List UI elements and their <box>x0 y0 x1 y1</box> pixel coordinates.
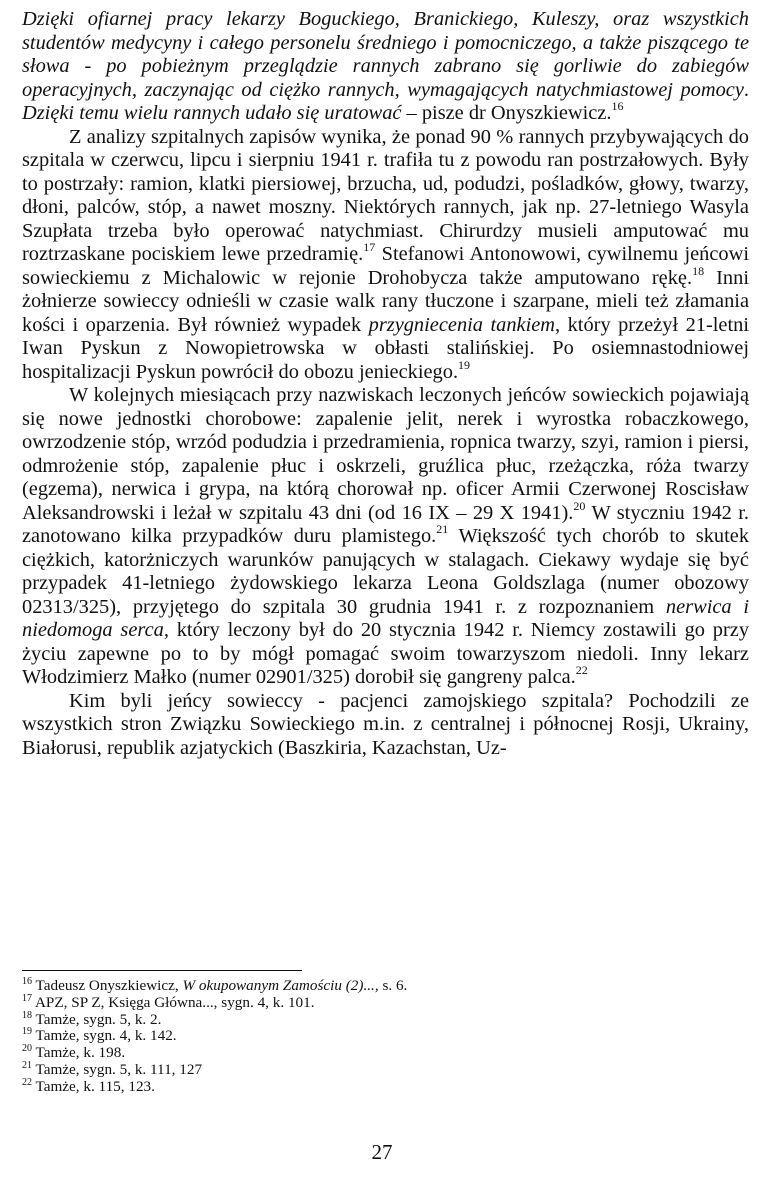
footnote-number: 19 <box>22 1026 32 1038</box>
text-run: – pisze dr Onyszkiewicz. <box>401 102 612 124</box>
footnote <box>22 1076 749 1096</box>
text-run: Z analizy szpitalnych zapisów wynika, że ponad 90 % rannych przybywających do szpitala w czerwcu, lipcu i sierpniu 1941 r. trafiła tu z powodu ran postrzałowych. Były to postrzały: ramion, klatki piersiowej, brzucha, ud, podudzi, pośladków, głowy, twarzy, dłoni, palców, stóp, a nawet moszny. Niektórych rannych, jak np. 27-letniego Wasyla Szupłata trzeba było operować natychmiast. Chirurdzy musieli amputować mu roztrzaskane pociskiem lewe przedramię. <box>22 125 749 265</box>
footnote-ref: 18 <box>692 263 705 278</box>
text-run: W styczniu 1942 r. zanotowano kilka przypadków duru plamistego. <box>22 501 749 547</box>
body-paragraph <box>22 690 749 761</box>
footnote <box>22 992 749 1012</box>
footnote <box>22 978 749 995</box>
footnote <box>22 1009 749 1029</box>
text-run: Tamże, sygn. 5, k. 2. <box>32 1010 162 1028</box>
footnote-ref: 22 <box>575 663 588 677</box>
text-run: Większość tych chorób to skutek ciężkich, katorżniczych warunków panujących w stalagach. Ciekawy wydaje się być przypadek 41-letniego żydowskiego lekarza Leona Goldszlaga (numer obozowy 02313/325), przyjętego do szpitala 30 grudnia 1941 r. z rozpoznaniem <box>22 525 750 618</box>
italic-text: nerwica i niedomoga serca, <box>22 595 749 641</box>
text-run: który leczony był do 20 stycznia 1942 r. Niemcy zostawili go przy życiu zapewne po to by mógł pomagać swoim towarzyszom niedoli. Inny lekarz Włodzimierz Małko (numer 02901/325) dorobił się gangreny palca. <box>22 619 750 688</box>
footnote-number: 22 <box>22 1076 32 1088</box>
main-text <box>22 8 749 760</box>
text-run: Tadeusz Onyszkiewicz, <box>32 977 183 994</box>
text-run: Tamże, k. 198. <box>32 1044 126 1062</box>
footnote-ref: 19 <box>458 357 471 372</box>
body-paragraph <box>22 126 749 385</box>
footnote-ref: 21 <box>436 522 449 536</box>
footnote <box>22 1045 749 1062</box>
text-run: Tamże, sygn. 4, k. 142. <box>32 1027 177 1045</box>
text-run: Inni żołnierze sowieccy odnieśli w czasie walk rany tłuczone i szarpane, mieli też złamania kości i oparzenia. Był również wypadek <box>22 266 749 336</box>
text-run: Stefanowi Antonowowi, cywilnemu jeńcowi sowieckiemu z Michalowic w rejonie Drohobycza także amputowano rękę. <box>22 243 749 289</box>
footnote-number: 20 <box>22 1043 32 1055</box>
text-run: , s. 6. <box>374 977 408 994</box>
text-run: , który przeżył 21-letni Iwan Pyskun z Nowopietrowska w obłasti stalińskiej. Po osiemnastodniowej hospitalizacji Pyskun powrócił do obozu jenieckiego. <box>22 313 750 383</box>
footnote-ref: 17 <box>363 240 376 254</box>
body-paragraph <box>22 384 749 690</box>
text-run: Kim byli jeńcy sowieccy - pacjenci zamojskiego szpitala? Pochodzili ze wszystkich stron Związku Sowieckiego m.in. z centralnej i północnej Rosji, Ukrainy, Białorusi, republik azjatyckich (Baszkiria, Kazachstan, Uz- <box>22 689 749 759</box>
text-run: Tamże, sygn. 5, k. 111, 127 <box>32 1060 203 1078</box>
footnote <box>22 1028 749 1045</box>
italic-text: W okupowanym Zamościu (2)... <box>182 977 375 994</box>
text-run: . <box>743 78 749 101</box>
quote-paragraph <box>22 8 749 126</box>
footnote-ref: 16 <box>611 99 624 113</box>
footnote-number: 18 <box>22 1009 32 1021</box>
page-number: 27 <box>371 1140 393 1164</box>
italic-text: przygniecenia tankiem <box>368 313 556 336</box>
footnote-separator <box>22 970 302 971</box>
italic-text: Dzięki ofiarnej pracy lekarzy Boguckiego, Branickiego, Kuleszy, oraz wszystkich studentów medycyny i całego personelu średniego i pomocniczego, a także piszącego te słowa - po pobieżnym przeglądzie rannych zabrano się gorliwie do zabiegów operacyjnych, zaczynając od ciężko rannych, wymagających natychmiastowej pomocy <box>22 8 749 101</box>
text-run: Tamże, k. 115, 123. <box>32 1077 155 1095</box>
footnote-ref: 20 <box>573 498 586 513</box>
text-run: APZ, SP Z, Księga Główna..., sygn. 4, k. 101. <box>32 993 315 1011</box>
footnote-number: 21 <box>22 1059 32 1071</box>
text-run: W kolejnych miesiącach przy nazwiskach leczonych jeńców sowieckich pojawiają się nowe jednostki chorobowe: zapalenie jelit, nerek i wyrostka robaczkowego, owrzodzenie stóp, wrzód podudzia i przedramienia, ropnica twarzy, szyi, ramion i piersi, odmrożenie stóp, zapalenie płuc i oskrzeli, gruźlica płuc, rzeżączka, róża twarzy (egzema), nerwica i grypa, na którą chorował np. oficer Armii Czerwonej Roscisław Aleksandrowski i leżał w szpitalu 43 dni (od 16 IX – 29 X 1941). <box>22 384 749 524</box>
footnote-number: 17 <box>22 992 32 1004</box>
italic-text: Dzięki temu wielu rannych udało się uratować <box>22 102 402 124</box>
footnotes <box>22 978 749 1096</box>
footnote-number: 16 <box>22 976 32 987</box>
footnote <box>22 1059 749 1079</box>
